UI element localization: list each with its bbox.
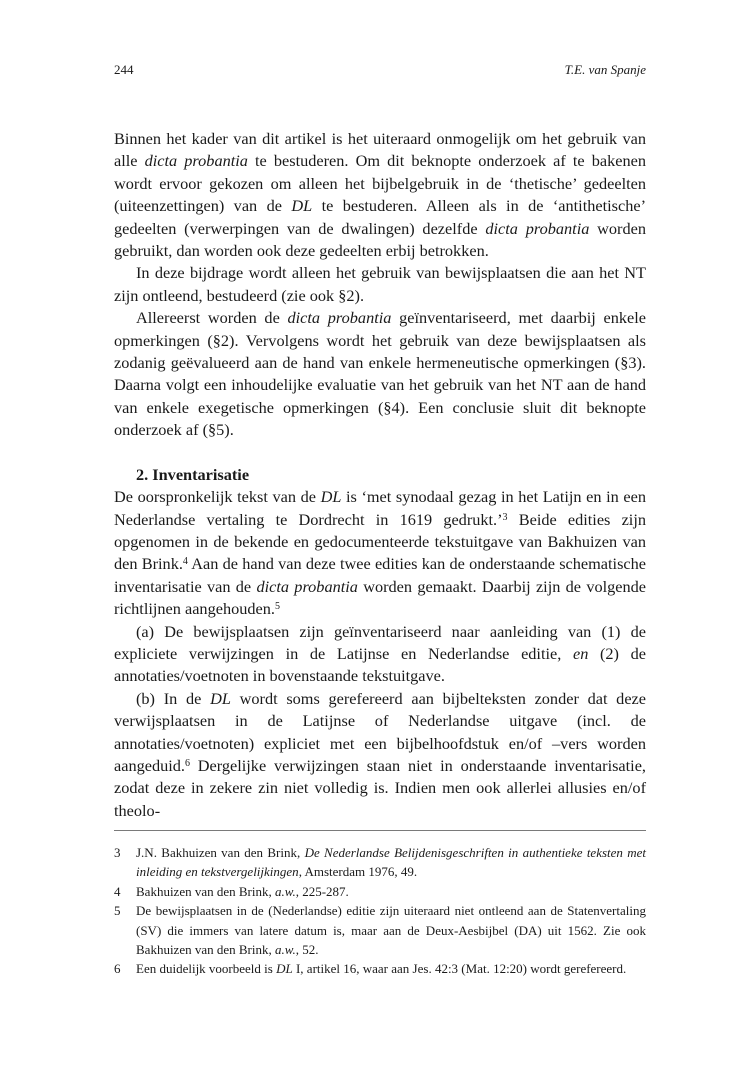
section-heading: 2. Inventarisatie [136,464,250,484]
footnote-6: 6 Een duidelijk voorbeeld is DL I, artikel 16, waar aan Jes. 42:3 (Mat. 12:20) wordt gerefereerd. [114,961,627,977]
footnote-ref-3[interactable]: 3 [502,511,508,523]
footnote-ref-4[interactable]: 4 [182,556,188,568]
paragraph-2: In deze bijdrage wordt alleen het gebruik van bewijsplaatsen die aan het NT zijn ontleend, bestudeerd (zie ook §2). [114,263,646,305]
footnote-5: 5 De bewijsplaatsen in de (Nederlandse) editie zijn uiteraard niet ontleend aan de Statenvertaling (SV) die immers van latere datum is, maar aan de Deux-Aesbijbel (DA) uit 1562. Zie ook Bakhuizen van den Brink, a.w., 52. [114,903,646,958]
running-header [114,62,646,82]
paragraph-6: (b) In de DL wordt soms gerefereerd aan bijbelteksten zonder dat deze verwijsplaatsen in de Latijnse of Nederlandse uitgave (incl. de annotaties/voetnoten) expliciet met een bijbelhoofdstuk en/of –vers worden aangeduid.$^6$ Dergelijke verwijzingen staan niet in onderstaande inventarisatie, zodat deze in zekere zin niet volledig is. Indien men ook allerlei allusies en/of theolo- [114,688,647,820]
paragraph-1: Binnen het kader van dit artikel is het uiteraard onmogelijk om het gebruik van alle dicta probantia te bestuderen. Om dit beknopte onderzoek af te bakenen wordt ervoor gekozen om alleen het bijbelgebruik in de ‘thetische’ gedeelten (uiteenzettingen) van de DL te bestuderen. Alleen als in de ‘antithetische’ gedeelten (verwerpingen van de dwalingen) dezelfde dicta probantia worden gebruikt, dan worden ook deze gedeelten erbij betrokken. [114,129,647,261]
paragraph-3: Allereerst worden de dicta probantia geïnventariseerd, met daarbij enkele opmerkingen (§2). Vervolgens wordt het gebruik van deze bewijsplaatsen als zodanig geëvalueerd aan de hand van enkele hermeneutische opmerkingen (§3). Daarna volgt een inhoudelijke evaluatie van het gebruik van het NT aan de hand van enkele exegetische opmerkingen (§4). Een conclusie sluit dit beknopte onderzoek af (§5). [114,308,646,440]
page-number: 244 [114,62,134,77]
footnote-ref-5[interactable]: 5 [274,601,280,613]
paragraph-4: De oorspronkelijk tekst van de DL is ‘met synodaal gezag in het Latijn en in een Nederlandse vertaling te Dordrecht in 1619 gedrukt.’$^3$ Beide edities zijn opgenomen in de bekende en gedocumenteerde tekstuitgave van Bakhuizen van den Brink.$^4$ Aan de hand van deze twee edities kan de onderstaande schematische inventarisatie van de dicta probantia worden gemaakt. Daarbij zijn de volgende richtlijnen aangehouden.$^5$ [114,487,647,619]
main-text [114,128,646,822]
running-author: T.E. van Spanje [564,62,646,77]
footnote-ref-6[interactable]: 6 [184,757,190,769]
footnotes [114,843,646,979]
footnote-divider [114,830,646,831]
footnote-3: 3 J.N. Bakhuizen van den Brink, De Nederlandse Belijdenisgeschriften in authentieke teksten met inleiding en tekstvergelijkingen, Amsterdam 1976, 49. [114,845,646,880]
paragraph-5: (a) De bewijsplaatsen zijn geïnventariseerd naar aanleiding van (1) de expliciete verwijzingen in de Latijnse en Nederlandse editie, en (2) de annotaties/voetnoten in bovenstaande tekstuitgave. [114,621,647,686]
footnote-4: 4 Bakhuizen van den Brink, a.w., 225-287. [114,883,349,899]
